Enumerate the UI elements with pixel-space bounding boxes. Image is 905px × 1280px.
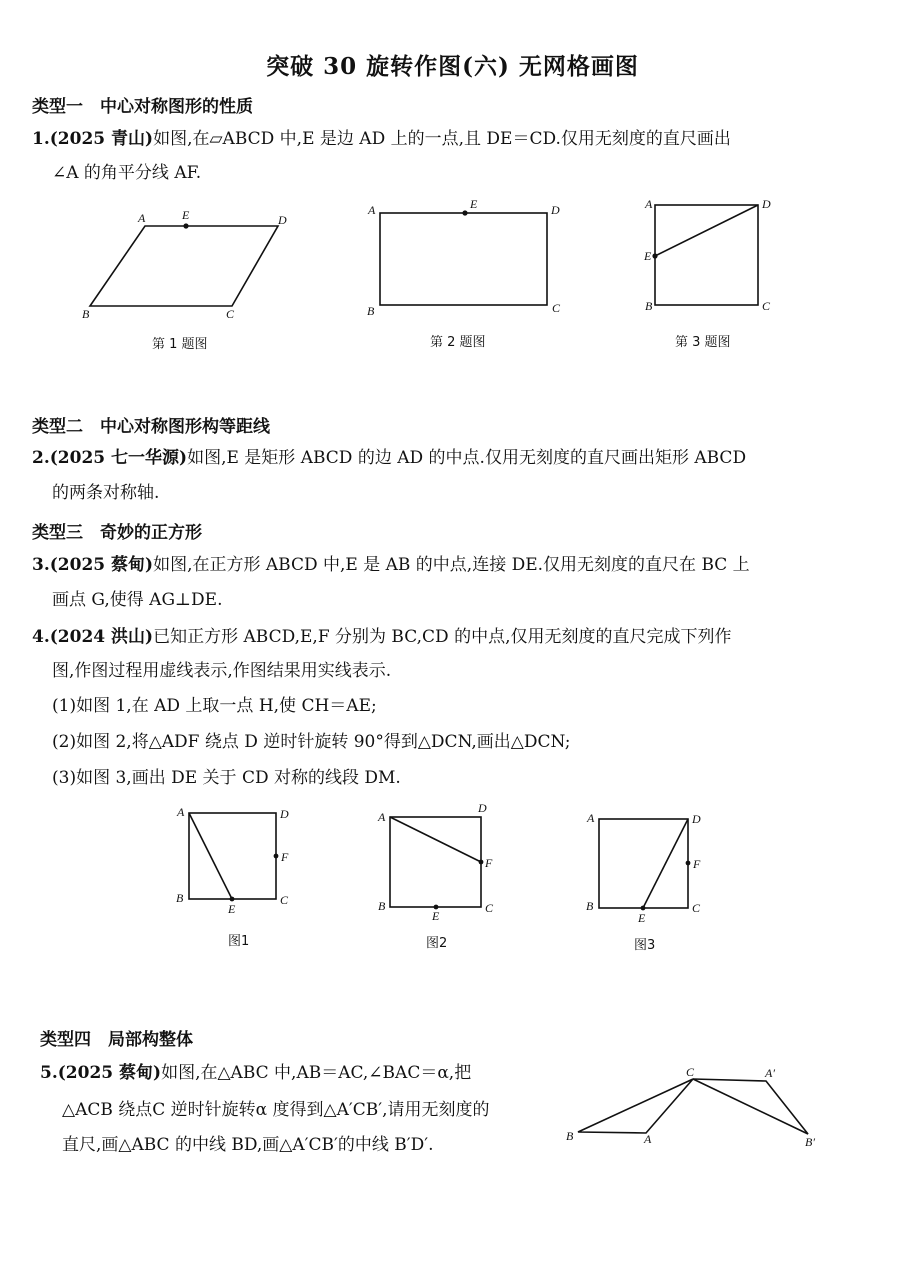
page-title: 突破 30 旋转作图(六) 无网格画图 <box>266 53 639 80</box>
figure-caption-3: 第 3 题图 <box>675 335 731 350</box>
figure-row-1 <box>60 200 850 330</box>
section-heading-1: 类型一 中心对称图形的性质 <box>32 97 253 117</box>
label-b: B <box>586 899 594 913</box>
problem-2 <box>32 441 746 475</box>
label-d: D <box>762 200 771 211</box>
label-e: E <box>470 200 478 211</box>
point-e <box>230 897 235 902</box>
point-f <box>274 854 279 859</box>
label-c: C <box>762 299 771 313</box>
problem-5-line2: △ACB 绕点C 逆时针旋转α 度得到△A′CB′,请用无刻度的 <box>62 1100 490 1120</box>
problem-number: 4. <box>32 627 50 647</box>
problem-number: 2. <box>32 448 50 468</box>
label-c: C <box>686 1065 695 1079</box>
segment-de <box>655 205 758 256</box>
label-b-prime: B′ <box>805 1135 815 1149</box>
segment-de <box>643 819 688 908</box>
figure-caption-1: 第 1 题图 <box>152 337 208 352</box>
problem-3 <box>32 548 750 582</box>
segment-ae <box>189 813 232 899</box>
label-b: B <box>378 899 386 913</box>
label-a-prime: A′ <box>765 1066 775 1080</box>
problem-number: 3. <box>32 555 50 575</box>
label-e: E <box>644 249 652 263</box>
problem-text-line: 如图,在正方形 ABCD 中,E 是 AB 的中点,连接 DE.仅用无刻度的直尺在 BC 上 <box>153 555 750 575</box>
section-heading-3: 类型三 奇妙的正方形 <box>32 523 202 543</box>
square-abcd <box>390 817 481 907</box>
label-c: C <box>692 901 701 915</box>
problem-source: (2025 青山) <box>49 129 154 149</box>
problem-text-line: 已知正方形 ABCD,E,F 分别为 BC,CD 的中点,仅用无刻度的直尺完成下列作 <box>153 627 732 647</box>
problem-4-sub1: (1)如图 1,在 AD 上取一点 H,使 CH＝AE; <box>52 696 377 716</box>
label-f: F <box>693 857 701 871</box>
label-d: D <box>280 807 289 821</box>
problem-4-sub3: (3)如图 3,画出 DE 关于 CD 对称的线段 DM. <box>52 768 401 788</box>
segment-af <box>390 817 481 862</box>
problem-4-sub2: (2)如图 2,将△ADF 绕点 D 逆时针旋转 90°得到△DCN,画出△DCN; <box>52 732 571 752</box>
label-e: E <box>432 909 440 923</box>
label-d: D <box>692 812 701 826</box>
point-e <box>183 223 188 228</box>
figure-caption-2: 第 2 题图 <box>430 335 486 350</box>
point-f <box>479 860 484 865</box>
label-a: A <box>138 211 146 225</box>
figure-caption-g1: 图1 <box>228 934 250 949</box>
label-a: A <box>645 200 653 211</box>
square-abcd <box>655 205 758 305</box>
problem-text-line: 如图,在△ABC 中,AB＝AC,∠BAC＝α,把 <box>161 1063 472 1083</box>
point-f <box>686 861 691 866</box>
problem-4 <box>32 620 731 654</box>
label-f: F <box>281 850 289 864</box>
section-heading-4: 类型四 局部构整体 <box>40 1030 193 1050</box>
problem-source: (2025 蔡甸) <box>49 555 154 575</box>
problem-text-line: 如图,E 是矩形 ABCD 的边 AD 的中点.仅用无刻度的直尺画出矩形 ABCD <box>187 448 747 468</box>
label-e: E <box>638 911 646 925</box>
figure-row-2 <box>170 800 730 925</box>
triangle-a-prime-c-b-prime <box>693 1079 808 1134</box>
label-b: B <box>367 304 375 318</box>
problem-1 <box>32 122 731 156</box>
label-e: E <box>228 902 236 916</box>
figure-problem-5 <box>560 1062 830 1157</box>
square-abcd <box>189 813 276 899</box>
label-e: E <box>182 208 190 222</box>
point-e <box>462 210 467 215</box>
label-a: A <box>378 810 386 824</box>
problem-source: (2025 七一华源) <box>49 448 188 468</box>
figure-caption-g2: 图2 <box>426 936 448 951</box>
point-e <box>652 253 657 258</box>
label-a: A <box>587 811 595 825</box>
figure-caption-g3: 图3 <box>634 938 656 953</box>
parallelogram-abcd <box>90 226 278 306</box>
problem-4-line2: 图,作图过程用虚线表示,作图结果用实线表示. <box>52 661 392 681</box>
problem-source: (2025 蔡甸) <box>57 1063 162 1083</box>
label-c: C <box>226 307 235 321</box>
point-e <box>641 906 646 911</box>
problem-2-line2: 的两条对称轴. <box>52 483 160 503</box>
label-d: D <box>551 203 560 217</box>
label-a: A <box>644 1132 652 1146</box>
label-c: C <box>280 893 289 907</box>
problem-5-line3: 直尺,画△ABC 的中线 BD,画△A′CB′的中线 B′D′. <box>62 1135 434 1155</box>
label-c: C <box>485 901 494 915</box>
label-a: A <box>177 805 185 819</box>
rectangle-abcd <box>380 213 547 305</box>
problem-1-line2: ∠A 的角平分线 AF. <box>52 163 202 183</box>
label-b: B <box>566 1129 574 1143</box>
label-b: B <box>645 299 653 313</box>
label-b: B <box>176 891 184 905</box>
label-b: B <box>82 307 90 321</box>
label-c: C <box>552 301 561 315</box>
triangle-abc <box>578 1079 693 1133</box>
label-d: D <box>278 213 287 227</box>
problem-3-line2: 画点 G,使得 AG⊥DE. <box>52 590 223 610</box>
problem-text-line: 如图,在▱ABCD 中,E 是边 AD 上的一点,且 DE＝CD.仅用无刻度的直尺画出 <box>153 129 731 149</box>
problem-5 <box>40 1056 471 1090</box>
problem-number: 5. <box>40 1063 58 1083</box>
label-d: D <box>478 801 487 815</box>
label-a: A <box>368 203 376 217</box>
problem-number: 1. <box>32 129 50 149</box>
square-abcd <box>599 819 688 908</box>
section-heading-2: 类型二 中心对称图形构等距线 <box>32 417 270 437</box>
problem-source: (2024 洪山) <box>49 627 154 647</box>
label-f: F <box>485 856 493 870</box>
